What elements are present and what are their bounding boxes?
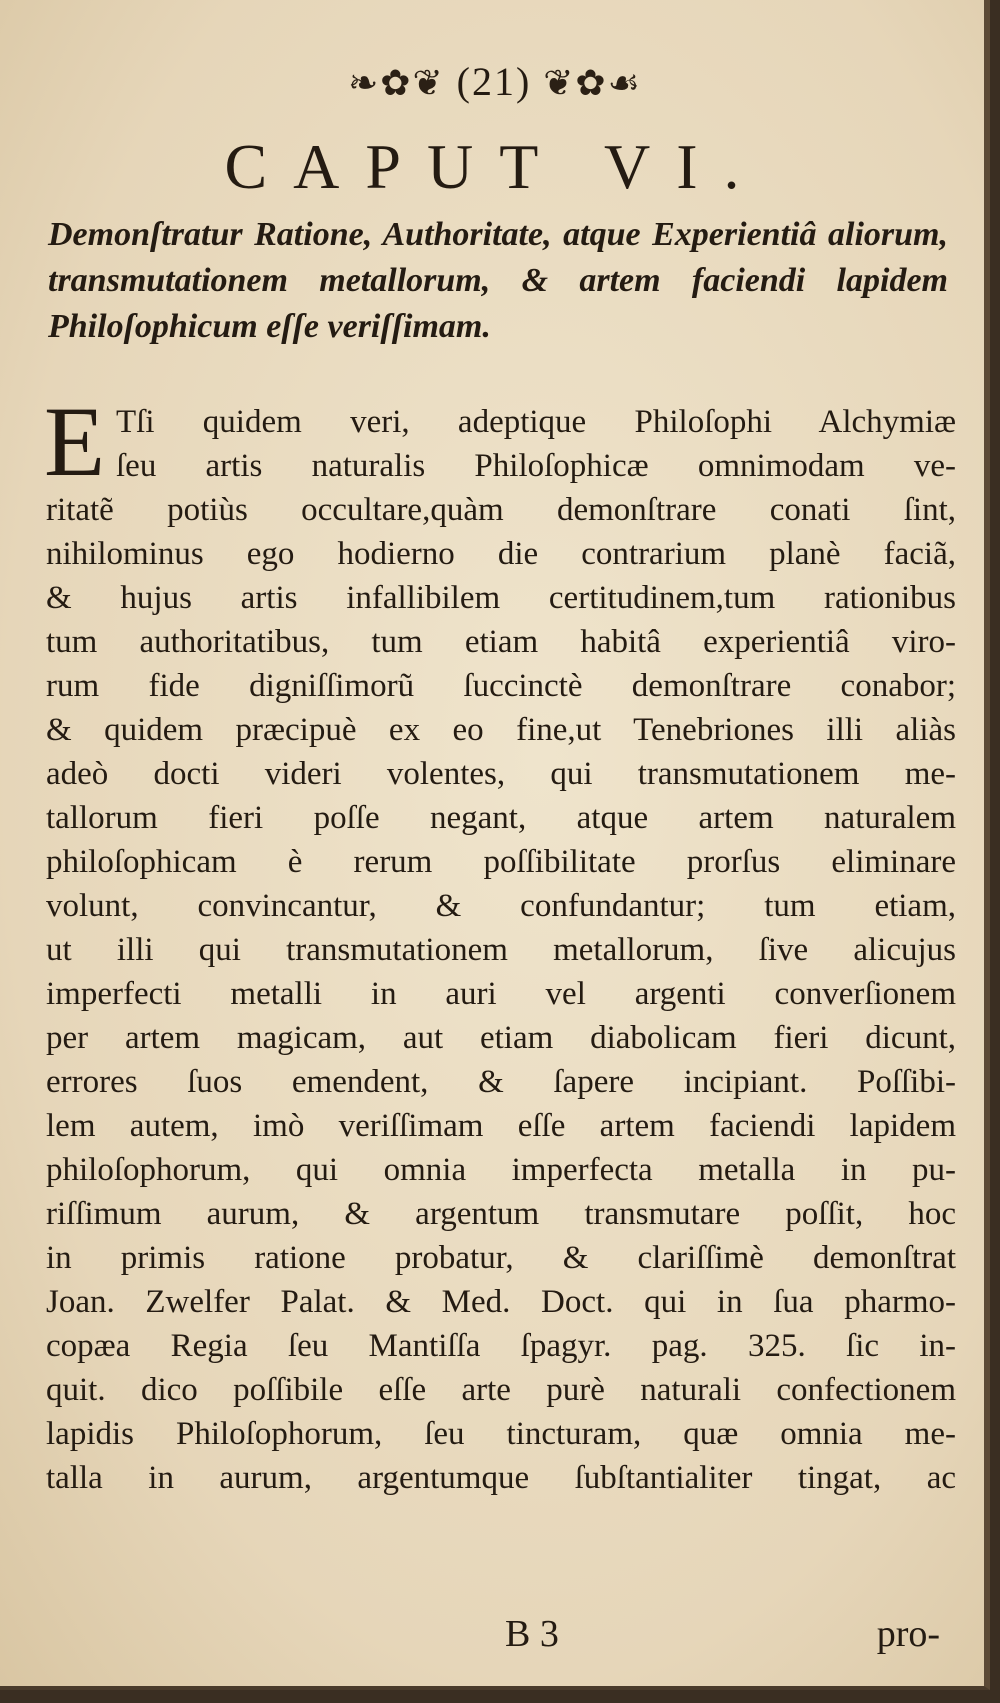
catchword: pro-	[876, 1613, 940, 1655]
chapter-subtitle: Demonſtratur Ratione, Authoritate, atque Experientiâ aliorum, transmutationem metallorum, & artem faciendi lapidem Philoſophicum eſſe veriſſimam.	[48, 216, 948, 345]
page-number: (21)	[456, 59, 532, 104]
text-line: Tſi quidem veri, adeptique Philoſophi Alchymiæ	[116, 404, 956, 440]
text-line: lapidis Philoſophorum, ſeu tincturam, quæ omnia me-	[46, 1416, 956, 1452]
text-line: riſſimum aurum, & argentum transmutare poſſit, hoc	[46, 1196, 956, 1232]
text-line: ſeu artis naturalis Philoſophicæ omnimodam ve-	[116, 448, 956, 484]
text-line: Joan. Zwelfer Palat. & Med. Doct. qui in ſua pharmo-	[46, 1284, 956, 1320]
text-line: tum authoritatibus, tum etiam habitâ experientiâ viro-	[46, 624, 956, 660]
text-line: ritatẽ potiùs occultare,quàm demonſtrare conati ſint,	[46, 492, 956, 528]
text-line: volunt, convincantur, & confundantur; tum etiam,	[46, 888, 956, 924]
page-header	[0, 58, 990, 105]
text-line: philoſophorum, qui omnia imperfecta metalla in pu-	[46, 1152, 956, 1188]
page-footer	[0, 1612, 990, 1662]
text-line: ut illi qui transmutationem metallorum, ſive alicujus	[46, 932, 956, 968]
text-line: tallorum fieri poſſe negant, atque artem naturalem	[46, 800, 956, 836]
text-line: per artem magicam, aut etiam diabolicam fieri dicunt,	[46, 1020, 956, 1056]
text-line: philoſophicam è rerum poſſibilitate prorſus eliminare	[46, 844, 956, 880]
text-line: & quidem præcipuè ex eo fine,ut Tenebriones illi aliàs	[46, 712, 956, 748]
ornament-left-icon: ❧✿❦	[348, 63, 445, 103]
body-text	[44, 386, 956, 1500]
text-line: quit. dico poſſibile eſſe arte purè naturali confectionem	[46, 1372, 956, 1408]
text-line: in primis ratione probatur, & clariſſimè demonſtrat	[46, 1240, 956, 1276]
text-line: errores ſuos emendent, & ſapere incipiant. Poſſibi-	[46, 1064, 956, 1100]
chapter-title: CAPUT VI.	[224, 131, 766, 202]
text-line: nihilominus ego hodierno die contrarium planè faciã,	[46, 536, 956, 572]
text-line: & hujus artis infallibilem certitudinem,tum rationibus	[46, 580, 956, 616]
ornament-right-icon: ❦✿☙	[543, 63, 642, 103]
text-line: copæa Regia ſeu Mantiſſa ſpagyr. pag. 325. ſic in-	[46, 1328, 956, 1364]
text-line: talla in aurum, argentumque ſubſtantialiter tingat, ac	[46, 1460, 956, 1496]
text-line: adeò docti videri volentes, qui transmutationem me-	[46, 756, 956, 792]
text-line: lem autem, imò veriſſimam eſſe artem faciendi lapidem	[46, 1108, 956, 1144]
text-line: rum fide digniſſimorũ ſuccinctè demonſtrare conabor;	[46, 668, 956, 704]
signature-mark: B 3	[505, 1613, 559, 1655]
text-line: imperfecti metalli in auri vel argenti converſionem	[46, 976, 956, 1012]
drop-cap: E	[44, 386, 106, 497]
